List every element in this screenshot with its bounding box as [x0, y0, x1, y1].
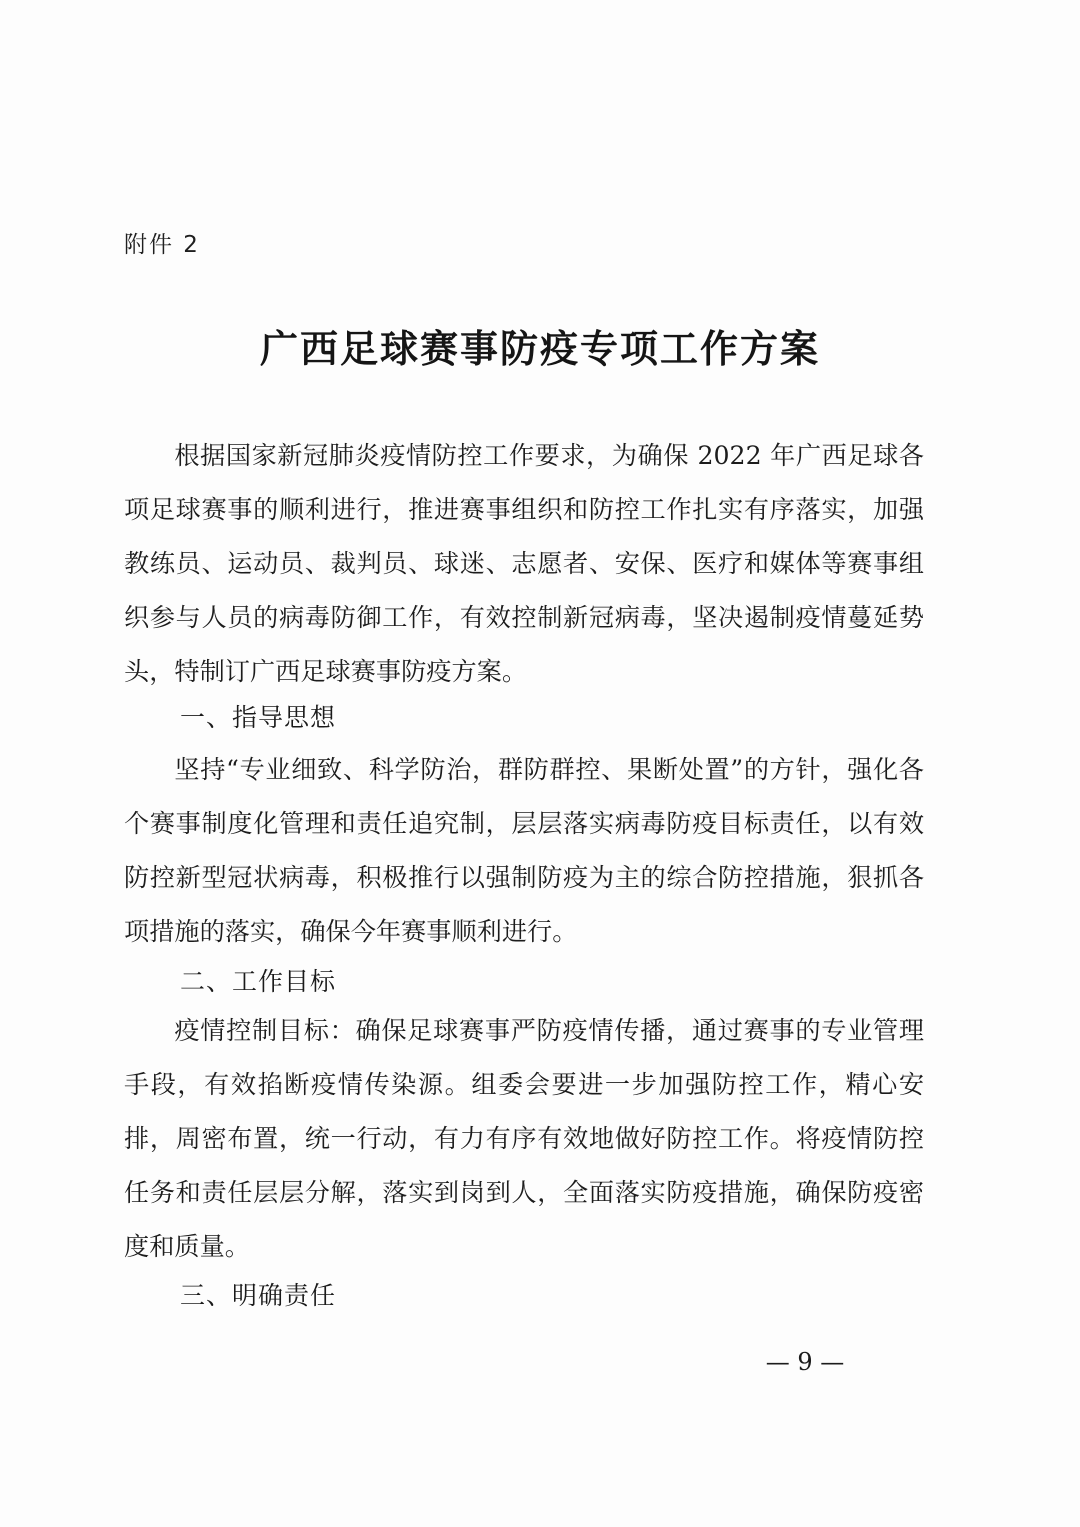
section-heading-work-goals: 二、工作目标	[180, 967, 337, 996]
section2-paragraph: 疫情控制目标：确保足球赛事严防疫情传播，通过赛事的专业管理手段，有效掐断疫情传染源。组委会要进一步加强防控工作，精心安排，周密布置，统一行动，有力有序有效地做好防控工作。将疫情防控任务和责任层层分解，落实到岗到人，全面落实防疫措施，确保防疫密度和质量。	[124, 1016, 924, 1261]
section-heading-responsibilities: 三、明确责任	[180, 1281, 337, 1310]
section2-paragraph-block	[124, 1004, 924, 1274]
intro-paragraph-block	[124, 429, 924, 699]
section1-paragraph: 坚持“专业细致、科学防治，群防群控、果断处置”的方针，强化各个赛事制度化管理和责任追究制，层层落实病毒防疫目标责任，以有效防控新型冠状病毒，积极推行以强制防疫为主的综合防控措施，狠抓各项措施的落实，确保今年赛事顺利进行。	[124, 755, 924, 946]
intro-paragraph: 根据国家新冠肺炎疫情防控工作要求，为确保 2022 年广西足球各项足球赛事的顺利进行，推进赛事组织和防控工作扎实有序落实，加强教练员、运动员、裁判员、球迷、志愿者、安保、医疗和媒体等赛事组织参与人员的病毒防御工作，有效控制新冠病毒，坚决遏制疫情蔓延势头，特制订广西足球赛事防疫方案。	[124, 441, 924, 686]
section-heading-guiding-ideology: 一、指导思想	[180, 703, 337, 732]
document-title: 广西足球赛事防疫专项工作方案	[259, 326, 820, 371]
page-number: — 9 —	[765, 1348, 845, 1376]
section1-paragraph-block	[124, 743, 924, 959]
attachment-label: 附件 2	[124, 232, 200, 258]
